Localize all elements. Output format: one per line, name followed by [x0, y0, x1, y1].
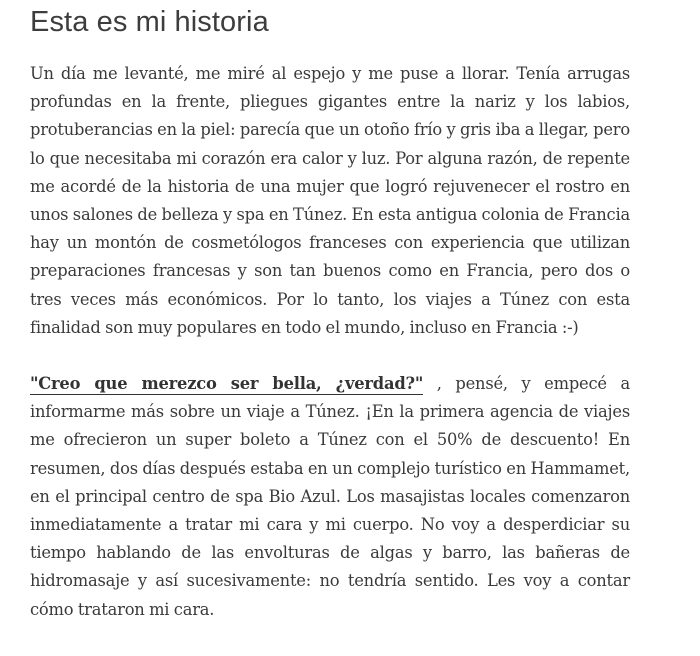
article-paragraph-1: Un día me levanté, me miré al espejo y me puse a llorar. Tenía arrugas profundas en la frente, pliegues gigantes entre la nariz y los labios, protuberancias en la piel: parecía que un otoño frío y gris iba a llegar, pero lo que necesitaba mi corazón era calor y luz. Por alguna razón, de repente me acordé de la historia de una mujer que logró rejuvenecer el rostro en unos salones de belleza y spa en Túnez. En esta antigua colonia de Francia hay un montón de cosmetólogos franceses con experiencia que utilizan preparaciones francesas y son tan buenos como en Francia, pero dos o tres veces más económicos. Por lo tanto, los viajes a Túnez con esta finalidad son muy populares en todo el mundo, incluso en Francia :-) [30, 64, 630, 337]
article-title: Esta es mi historia [30, 6, 269, 38]
article [30, 0, 630, 624]
paragraph-2-text: , pensé, y empecé a informarme más sobre un viaje a Túnez. ¡En la primera agencia de viajes me ofrecieron un super boleto a Túnez con el 50% de descuento! En resumen, dos días después estaba en un complejo turístico en Hammamet, en el principal centro de spa Bio Azul. Los masajistas locales comenzaron inmediatamente a tratar mi cara y mi cuerpo. No voy a desperdiciar su tiempo hablando de las envolturas de algas y barro, las bañeras de hidromasaje y así sucesivamente: no tendría sentido. Les voy a contar cómo trataron mi cara. [30, 374, 630, 619]
highlighted-quote: "Creo que merezco ser bella, ¿verdad?" [30, 374, 424, 394]
article-paragraph-2 [30, 370, 630, 624]
